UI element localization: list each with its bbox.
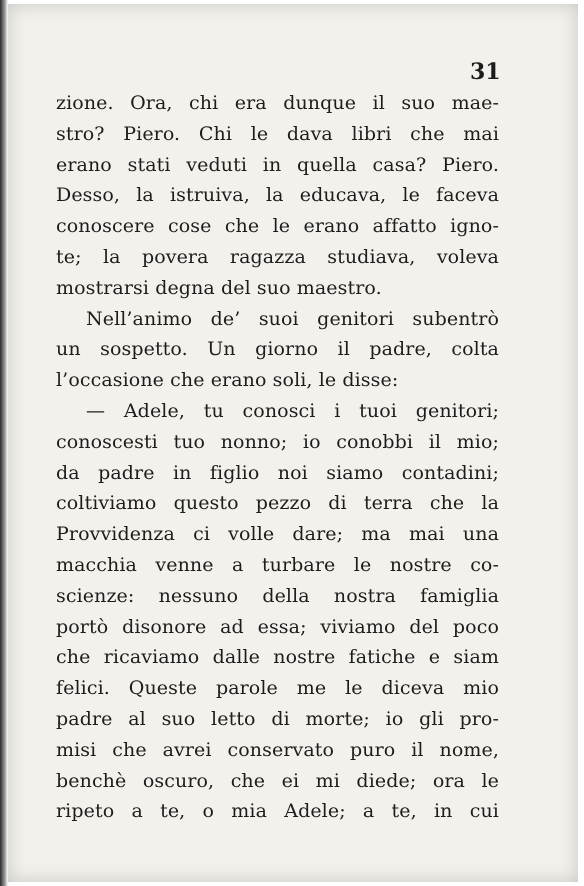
page-number: 31 [470,59,501,85]
page-left-edge [0,0,8,886]
text-line: Nell’animo de’ suoi genitori subentrò [86,307,499,330]
text-line: mostrarsi degna del suo maestro. [56,276,382,299]
text-line: stro? Piero. Chi le dava libri che mai [56,122,499,145]
text-line: coltiviamo questo pezzo di terra che la [56,492,499,515]
text-line: ripeto a te, o mia Adele; a te, in cui [56,800,499,823]
page-body-text [56,88,499,827]
text-line: erano stati veduti in quella casa? Piero. [56,153,499,176]
text-line: da padre in figlio noi siamo contadini; [56,461,499,484]
text-line: padre al suo letto di morte; io gli pro- [56,707,499,730]
text-line: Provvidenza ci volle dare; ma mai una [56,523,499,546]
text-line: misi che avrei conservato puro il nome, [56,738,499,761]
text-line: che ricaviamo dalle nostre fatiche e siam [56,646,499,669]
text-line: zione. Ora, chi era dunque il suo mae- [56,92,499,114]
text-line: felici. Queste parole me le diceva mio [56,677,499,700]
text-line: scienze: nessuno della nostra famiglia [56,584,499,607]
text-line: — Adele, tu conosci i tuoi genitori; [86,399,499,422]
text-line: conoscere cose che le erano affatto igno- [56,215,499,238]
text-line: Desso, la istruiva, la educava, le faceva [56,184,499,207]
text-line: l’occasione che erano soli, le disse: [56,369,399,392]
text-line: portò disonore ad essa; viviamo del poco [56,615,499,638]
text-line: benchè oscuro, che ei mi diede; ora le [56,769,499,792]
book-page [8,4,578,882]
text-line: conoscesti tuo nonno; io conobbi il mio; [56,430,499,453]
text-line: un sospetto. Un giorno il padre, colta [56,338,499,361]
text-line: macchia venne a turbare le nostre co- [56,553,499,576]
text-line: te; la povera ragazza studiava, voleva [56,245,499,268]
